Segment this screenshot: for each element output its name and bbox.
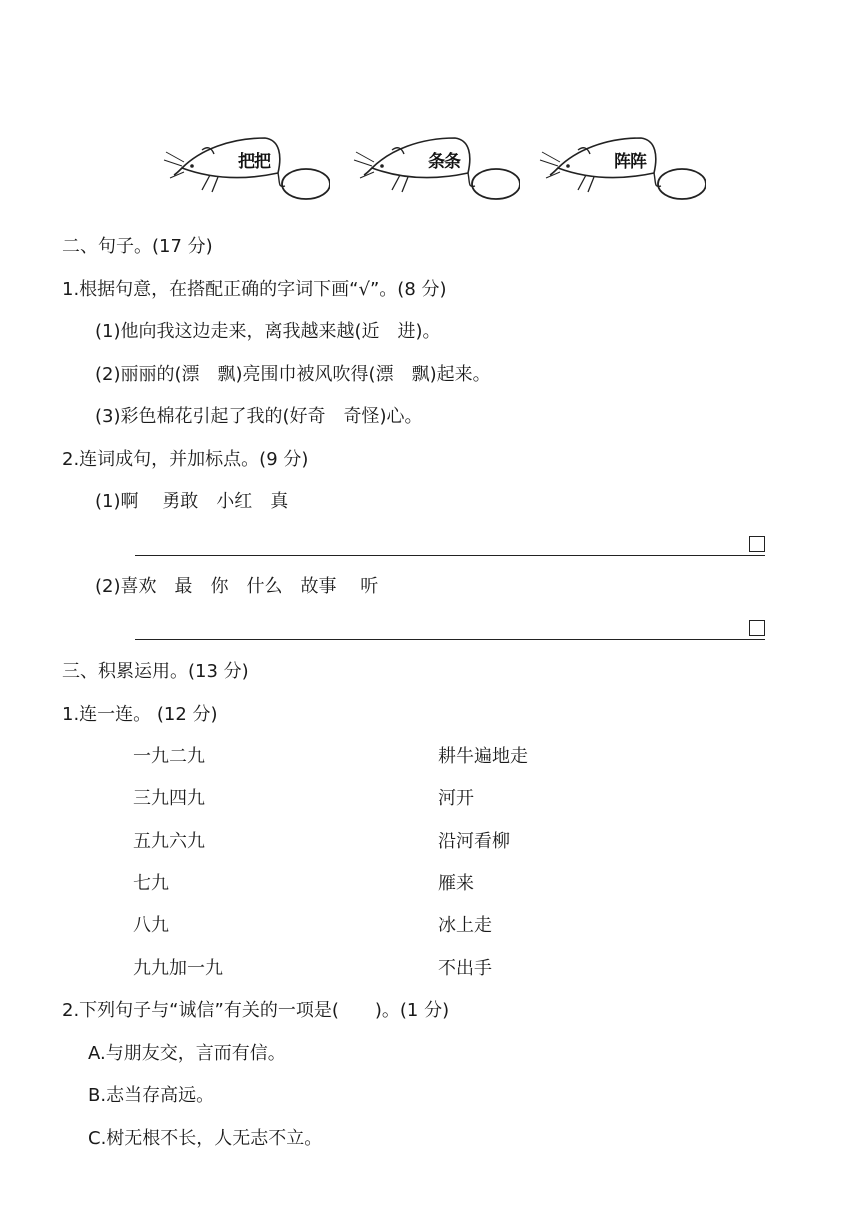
match-left-item[interactable]: 一九二九: [133, 746, 205, 767]
mouse-label: 把把: [238, 152, 270, 172]
section2-heading: 二、句子。(17 分): [62, 236, 213, 257]
mouse-figure-3: [536, 128, 706, 208]
match-right-item[interactable]: 河开: [438, 788, 474, 809]
option-b[interactable]: B.志当存高远。: [88, 1085, 215, 1106]
mouse-label: 条条: [428, 152, 460, 172]
match-right-item[interactable]: 雁来: [438, 873, 474, 894]
section2-q2-item-1: (1)啊 勇敢 小红 真: [95, 491, 289, 512]
option-a[interactable]: A.与朋友交，言而有信。: [88, 1043, 286, 1064]
section2-q1-item-2: (2)丽丽的(漂 飘)亮围巾被风吹得(漂 飘)起来。: [95, 364, 491, 385]
mouse-figure-1: [160, 128, 330, 208]
match-right-item[interactable]: 冰上走: [438, 915, 492, 936]
match-right-item[interactable]: 不出手: [438, 958, 492, 979]
match-right-item[interactable]: 耕牛遍地走: [438, 746, 528, 767]
match-left-item[interactable]: 七九: [133, 873, 169, 894]
section2-q1-item-3: (3)彩色棉花引起了我的(好奇 奇怪)心。: [95, 406, 423, 427]
match-left-item[interactable]: 八九: [133, 915, 169, 936]
mouse-label: 阵阵: [614, 152, 646, 172]
punctuation-box-2[interactable]: [749, 620, 765, 636]
match-right-item[interactable]: 沿河看柳: [438, 831, 510, 852]
option-c[interactable]: C.树无根不长，人无志不立。: [88, 1128, 323, 1149]
match-left-item[interactable]: 五九六九: [133, 831, 205, 852]
match-left-item[interactable]: 九九加一九: [133, 958, 223, 979]
section3-q2-title: 2.下列句子与“诚信”有关的一项是( )。(1 分): [62, 1000, 450, 1021]
match-left-item[interactable]: 三九四九: [133, 788, 205, 809]
punctuation-box-1[interactable]: [749, 536, 765, 552]
section2-q1-item-1: (1)他向我这边走来，离我越来越(近 进)。: [95, 321, 441, 342]
section3-q1-title: 1.连一连。 (12 分): [62, 704, 218, 725]
section2-q2-title: 2.连词成句，并加标点。(9 分): [62, 449, 309, 470]
section3-heading: 三、积累运用。(13 分): [62, 661, 249, 682]
answer-line-2[interactable]: [135, 639, 765, 640]
answer-line-1[interactable]: [135, 555, 765, 556]
mouse-illustration: [160, 128, 720, 208]
mouse-figure-2: [350, 128, 520, 208]
section2-q2-item-2: (2)喜欢 最 你 什么 故事 听: [95, 576, 379, 597]
section2-q1-title: 1.根据句意，在搭配正确的字词下画“√”。(8 分): [62, 279, 447, 300]
